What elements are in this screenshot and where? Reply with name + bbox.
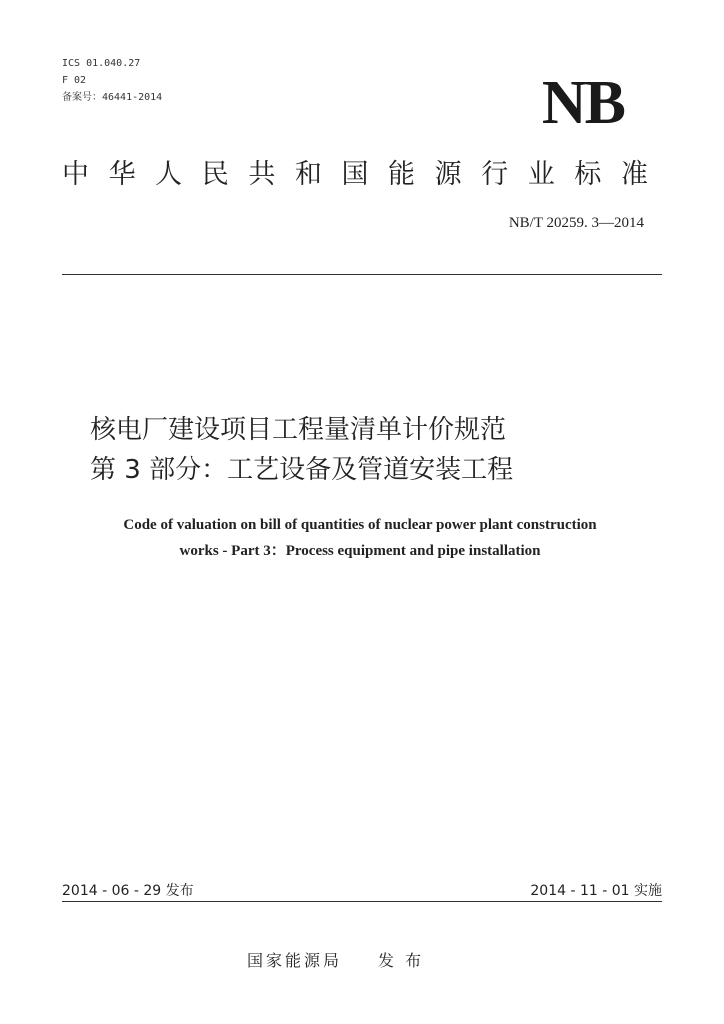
filing-number: 备案号：46441-2014 — [62, 92, 163, 103]
ics-code: ICS 01.040.27 — [62, 58, 141, 69]
english-title-line-2: works - Part 3：Process equipment and pipe installation — [179, 543, 541, 559]
implementation-date: 2014 - 11 - 01 实施 — [530, 883, 662, 899]
f-code: F 02 — [62, 75, 87, 86]
category-char: 标 — [574, 159, 602, 190]
publisher — [247, 948, 424, 971]
category-char: 华 — [108, 159, 136, 190]
category-char: 行 — [481, 159, 509, 190]
category-char: 源 — [434, 159, 462, 190]
english-title — [40, 512, 680, 564]
publisher-action: 发 布 — [378, 951, 425, 970]
category-char: 共 — [248, 159, 276, 190]
chinese-title-line-2: 第 3 部分：工艺设备及管道安装工程 — [90, 455, 514, 485]
english-title-line-1: Code of valuation on bill of quantities of nuclear power plant construction — [123, 517, 597, 533]
category-char: 民 — [201, 159, 229, 190]
header-divider — [62, 274, 662, 275]
category-char: 能 — [388, 159, 416, 190]
category-char: 和 — [294, 159, 322, 190]
nb-logo: NB — [541, 69, 624, 137]
category-char: 准 — [620, 159, 648, 190]
chinese-title — [90, 410, 513, 490]
chinese-title-line-1: 核电厂建设项目工程量清单计价规范 — [90, 415, 507, 445]
standard-category — [62, 157, 648, 193]
standard-number: NB/T 20259. 3—2014 — [508, 215, 644, 231]
issue-date: 2014 - 06 - 29 发布 — [62, 883, 194, 899]
category-char: 国 — [341, 159, 369, 190]
category-char: 业 — [527, 159, 555, 190]
document-metadata — [62, 55, 162, 106]
category-char: 中 — [62, 159, 89, 190]
category-char: 人 — [155, 159, 183, 190]
publisher-org: 国家能源局 — [247, 951, 343, 970]
footer-divider — [62, 901, 662, 902]
